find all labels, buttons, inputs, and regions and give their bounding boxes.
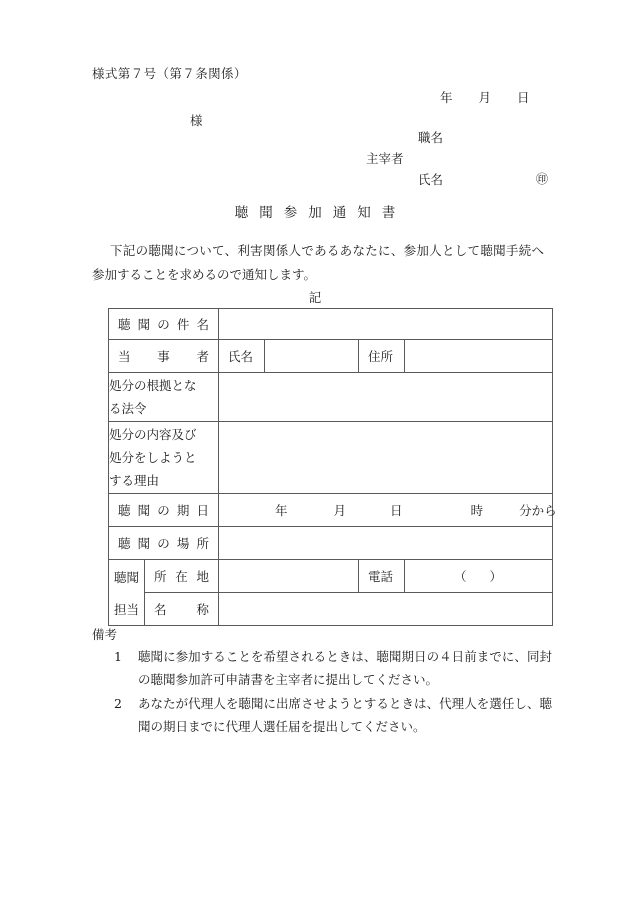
issuer-role-label: 主宰者: [366, 151, 404, 166]
issuer-role-row: [366, 149, 566, 170]
remark-text: 聴聞に参加することを希望されるときは、聴聞期日の４日前までに、同封の聴聞参加許可申請書を主宰者に提出してください。: [138, 649, 552, 687]
page-title: 聴聞参加通知書: [234, 205, 407, 221]
hearing-date-label-cell: [109, 494, 219, 527]
case-name-value-cell[interactable]: [219, 309, 553, 340]
issuer-title-row: [366, 128, 566, 149]
reason-label-line3: する理由: [109, 473, 160, 488]
legal-basis-label-line2: る法令: [109, 401, 147, 416]
hearing-place-label: 聴聞の場所: [118, 536, 210, 551]
table-row: [109, 560, 553, 593]
party-address-value-cell[interactable]: [405, 340, 553, 373]
kiroku-marker: 記: [308, 290, 322, 305]
hearing-month-label: 月: [333, 503, 347, 518]
remarks-title: 備考: [92, 627, 118, 642]
hearing-year-label: 年: [275, 503, 288, 518]
hearing-date-fields: [219, 501, 557, 519]
remark-number: 2: [114, 696, 122, 711]
hearing-form-table: [108, 308, 557, 626]
body-paragraph: 下記の聴聞について、利害関係人であるあなたに、参加人として聴聞手続へ参加することを求めるので通知します。: [92, 243, 544, 282]
table-row: [109, 373, 553, 422]
remarks-section: [92, 625, 552, 739]
table-row: [109, 527, 553, 560]
legal-basis-value-cell[interactable]: [219, 373, 553, 422]
legal-basis-label-cell: [109, 373, 219, 422]
party-label: 当事者: [118, 349, 210, 364]
table-row: [109, 494, 553, 527]
date-month-label: 月: [478, 90, 492, 105]
case-name-label: 聴聞の件名: [118, 317, 210, 332]
office-address-label-cell: [145, 560, 219, 593]
party-address-label-cell: [359, 340, 405, 373]
table-row: [109, 340, 553, 373]
office-label-line1: 聴聞: [113, 569, 139, 585]
list-item: [92, 692, 552, 738]
tel-paren-close: ）: [489, 569, 504, 584]
remark-number: 1: [114, 649, 122, 664]
issuer-name-label: 氏名: [418, 172, 444, 187]
reason-label-line1: 処分の内容及び: [109, 427, 197, 442]
issuer-title-label: 職名: [418, 130, 444, 145]
party-address-label: 住所: [368, 349, 394, 364]
office-name-label-cell: [145, 593, 219, 626]
party-name-label-cell: [219, 340, 265, 373]
issuer-name-row: [366, 170, 566, 191]
office-name-value-cell[interactable]: [219, 593, 553, 626]
date-year-label: 年: [440, 90, 453, 105]
form-number: 様式第７号（第７条関係）: [92, 66, 247, 81]
case-name-label-cell: [109, 309, 219, 340]
reason-value-cell[interactable]: [219, 422, 553, 494]
table-row: [109, 309, 553, 340]
party-name-value-cell[interactable]: [265, 340, 359, 373]
hearing-minute-label: 分から: [519, 503, 557, 518]
table-row: [109, 593, 553, 626]
reason-label-cell: [109, 422, 219, 494]
issuer-block: [366, 128, 566, 191]
seal-icon: ㊞: [536, 172, 549, 186]
hearing-date-value-cell[interactable]: [219, 494, 557, 527]
office-tel-value-cell[interactable]: [405, 560, 553, 593]
addressee-honorific: 様: [190, 113, 203, 128]
hearing-date-label: 聴聞の期日: [118, 503, 210, 518]
hearing-hour-label: 時: [470, 503, 484, 518]
hearing-place-value-cell[interactable]: [219, 527, 553, 560]
date-day-label: 日: [517, 90, 530, 105]
office-name-label: 名称: [154, 602, 210, 617]
date-line: [440, 88, 530, 106]
hearing-day-label: 日: [390, 503, 403, 518]
party-name-label: 氏名: [228, 349, 254, 364]
table-row: [109, 422, 553, 494]
office-label-cell: [109, 560, 145, 626]
list-item: [92, 645, 552, 691]
office-address-label: 所在地: [154, 569, 210, 584]
hearing-place-label-cell: [109, 527, 219, 560]
office-address-value-cell[interactable]: [219, 560, 359, 593]
office-tel-parens: [405, 567, 552, 585]
legal-basis-label-line1: 処分の根拠とな: [109, 378, 197, 393]
reason-label-line2: 処分をしようと: [109, 450, 197, 465]
party-label-cell: [109, 340, 219, 373]
remark-text: あなたが代理人を聴聞に出席させようとするときは、代理人を選任し、聴聞の期日までに代理人選任届を提出してください。: [138, 696, 552, 734]
tel-paren-open: （: [454, 569, 468, 584]
office-tel-label-cell: [359, 560, 405, 593]
office-label-line2: 担当: [113, 601, 139, 617]
office-tel-label: 電話: [368, 569, 394, 584]
